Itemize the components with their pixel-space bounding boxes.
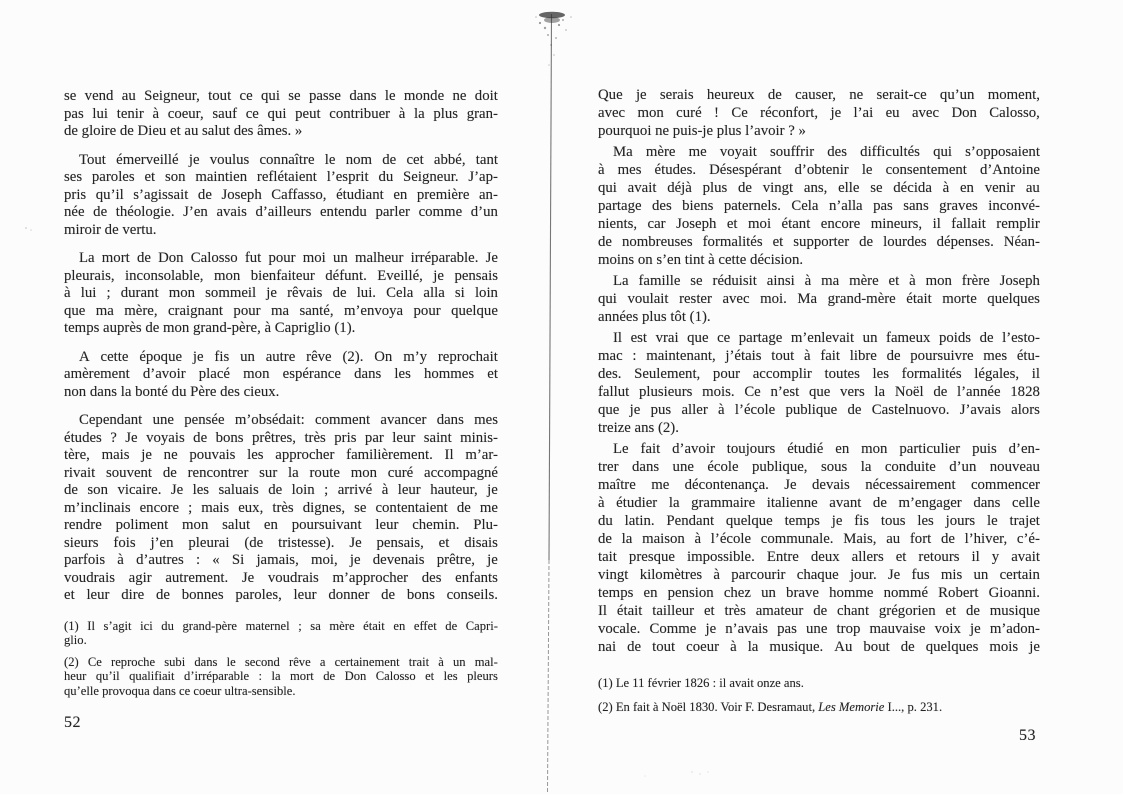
text-line: m’inclinais encore ; mais eux, très dignes, se contentaient de me (64, 499, 498, 516)
text-line: de son vicaire. Je les saluais de loin ; arrivé à leur hauteur, je (64, 482, 498, 498)
text-line: La mort de Don Calosso fut pour moi un malheur irréparable. Je (79, 250, 498, 266)
page-number-right: 53 (1019, 727, 1036, 744)
text-line: Le fait d’avoir toujours étudié en mon particulier puis d’en- (613, 441, 1040, 457)
paragraph (64, 250, 498, 338)
text-line: temps en pension chez un brave homme nommé Robert Gioanni. (598, 585, 1040, 601)
text-line: Il est vrai que ce partage m’enlevait un fameux poids de l’esto- (613, 330, 1040, 346)
text-line: amèrement d’avoir placé mon espérance dans les hommes et (64, 366, 498, 382)
text-line: partage des biens paternels. Cela n’alla pas sans graves inconvé- (598, 198, 1040, 214)
text-line: mac : maintenant, j’étais tout à fait libre de poursuivre mes étu- (598, 348, 1040, 364)
text-line: qui voulait rester avec moi. Ma grand-mère était morte quelques (598, 291, 1040, 307)
text-line: du latin. Pendant quelque temps je fis tous les jours le trajet (598, 513, 1040, 529)
text-line: tait presque impossible. Entre deux allers et retours il y avait (598, 549, 1040, 565)
text-line: pas lui tenir à coeur, sauf ce qui peut contribuer à la plus gran- (64, 105, 498, 122)
text-line: Cependant une pensée m’obsédait: comment avancer dans mes (79, 412, 498, 428)
left-page-body (64, 88, 498, 605)
text-line: de nombreuses formalités et supporter de lourdes dépenses. Néan- (598, 234, 1040, 250)
text-line: à lui ; durant mon sommeil je rêvais de lui. Cela alla si loin (64, 285, 498, 301)
paragraph (64, 349, 498, 402)
text-line: que ma mère, craignant pour ma santé, m’envoya pour quelque (64, 302, 498, 319)
text-line: parfois à d’autres : « Si jamais, moi, je devenais prêtre, je (64, 552, 498, 568)
paragraph (598, 440, 1040, 656)
text-line: tère, mais je ne pouvais les approcher familièrement. Il m’ar- (64, 447, 498, 463)
text-line: et leur dire de bonnes paroles, leur donner de bons conseils. (64, 587, 498, 603)
text-line: à mes études. Désespérant d’obtenir le consentement d’Antoine (598, 162, 1040, 178)
text-line: treize ans (2). (598, 420, 679, 436)
text-line: qu’elle provoqua dans ce coeur ultra-sensible. (64, 683, 296, 698)
text-line: des. Seulement, pour accomplir toutes les formalités légales, il (598, 366, 1040, 382)
text-line: Ma mère me voyait souffrir des difficultés qui s’opposaient (613, 144, 1040, 160)
text-line: nients, car Joseph et moi étant encore mineurs, il fallait remplir (598, 216, 1040, 232)
text-line: non dans la bonté du Père des cieux. (64, 383, 280, 400)
paragraph (598, 329, 1040, 437)
text-line: A cette époque je fis un autre rêve (2). On m’y reprochait (79, 348, 498, 365)
text-line: La famille se réduisit ainsi à ma mère et à mon frère Joseph (613, 273, 1040, 289)
text-line: vocale. Comme je n’avais pas une trop mauvaise voix je m’adon- (598, 621, 1040, 637)
footnote (64, 655, 498, 699)
text-line: nai de tout coeur à la musique. Au bout de quelques mois je (598, 639, 1040, 655)
right-page-footnotes (598, 676, 1040, 715)
text-line: née de théologie. J’en avais d’ailleurs entendu parler comme d’un (64, 204, 498, 220)
paragraph (598, 86, 1040, 140)
text-line: avec mon curé ! Ce réconfort, je l’ai eu avec Don Calosso, (598, 105, 1040, 121)
footnote (598, 676, 1040, 691)
text-line: sieurs fois j’en pleurai (de tristesse). Je pensais, et disais (64, 534, 498, 551)
footnote (598, 700, 1040, 715)
text-line: (1) Le 11 février 1826 : il avait onze ans. (598, 676, 804, 690)
text-line: Tout émerveillé je voulus connaître le nom de cet abbé, tant (79, 151, 498, 168)
text-line: voudrais agir autrement. Je voudrais m’approcher des enfants (64, 569, 498, 586)
text-line: (1) Il s’agit ici du grand-père maternel ; sa mère était en effet de Capri- (64, 618, 498, 633)
text-line: études ? Je voyais de bons prêtres, très pris par leur saint minis- (64, 429, 498, 446)
text-line: pourquoi ne puis-je plus l’avoir ? » (598, 123, 806, 139)
text-line: fallut plusieurs mois. Ce n’est que vers la Noël de l’année 1828 (598, 384, 1040, 400)
text-line: miroir de vertu. (64, 221, 157, 238)
text-line: temps auprès de mon grand-père, à Capriglio (1). (64, 320, 356, 336)
text-line: pris qu’il s’agissait de Joseph Caffasso, étudiant en première an- (64, 186, 498, 203)
text-line: heur qu’il qualifiait d’irréparable : la mort de Don Calosso et les pleurs (64, 669, 498, 683)
text-line: trer dans une école publique, sous la conduite d’un nouveau (598, 459, 1040, 475)
text-line: rivait souvent de rencontrer sur la route mon curé accompagné (64, 464, 498, 481)
text-line: de la maison à l’école communale. Mais, au fort de l’hiver, c’é- (598, 531, 1040, 547)
text-line: moins on s’en tint à cette décision. (598, 252, 804, 268)
left-page-footnotes (64, 619, 498, 699)
paragraph (64, 152, 498, 240)
scan-smudge-icon (535, 12, 572, 66)
text-line: vingt kilomètres à parcourir chaque jour. Je fus mis un certain (598, 567, 1040, 583)
paragraph (598, 143, 1040, 269)
paragraph (64, 88, 498, 141)
text-line: Il était tailleur et très amateur de chant grégorien et de musique (598, 603, 1040, 619)
right-page-body (598, 86, 1040, 656)
text-line: pleurais, inconsolable, mon bienfaiteur défunt. Eveillé, je pensais (64, 267, 498, 284)
text-line: à étudier la grammaire italienne avant de m’engager dans celle (598, 495, 1040, 511)
left-page (64, 88, 498, 732)
text-line: Que je serais heureux de causer, ne serait-ce qu’un moment, (598, 87, 1040, 103)
footnote (64, 619, 498, 648)
text-line: (2) Ce reproche subi dans le second rêve a certainement trait à un mal- (64, 654, 498, 669)
text-line: ses paroles et son maintien reflétaient l’esprit du Seigneur. J’ap- (64, 169, 498, 185)
text-line: maître me décontenança. Je devais nécessairement commencer (598, 477, 1040, 493)
text-line: années plus tôt (1). (598, 309, 711, 325)
text-line: qui avait déjà plus de vingt ans, elle se décida à en venir au (598, 180, 1040, 196)
text-line: de gloire de Dieu et au salut des âmes. » (64, 123, 303, 139)
paragraph (64, 412, 498, 605)
text-line: se vend au Seigneur, tout ce qui se passe dans le monde ne doit (64, 88, 498, 104)
text-line: glio. (64, 633, 87, 647)
right-page (598, 86, 1040, 745)
text-line: rendre poliment mon salut en poursuivant leur chemin. Plu- (64, 517, 498, 533)
page-number-left: 52 (64, 714, 81, 731)
text-line: que je pus aller à l’école publique de Castelnuovo. J’avais alors (598, 402, 1040, 418)
paragraph (598, 272, 1040, 326)
text-line: (2) En fait à Noël 1830. Voir F. Desramaut, Les Memorie I..., p. 231. (598, 700, 943, 714)
